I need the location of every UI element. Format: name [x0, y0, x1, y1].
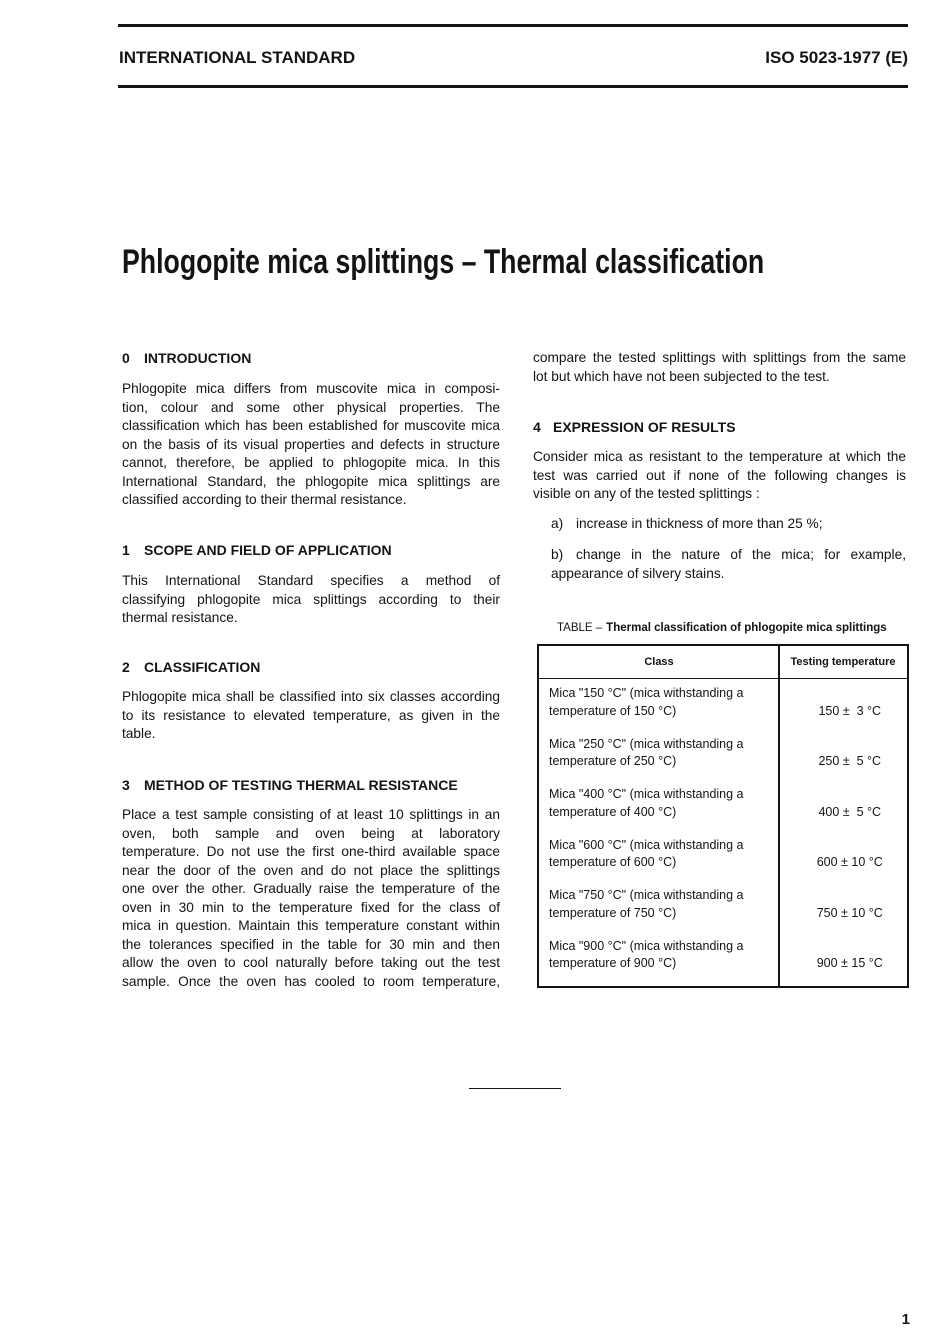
text-line: the tolerances specified in the table for 30 min and then — [122, 936, 500, 952]
text-line: test was carried out if none of the following changes is — [533, 467, 906, 483]
scope-paragraph — [122, 572, 500, 628]
temperature-value: 150 ± 3 °C — [818, 703, 882, 718]
text-line: oven, both sample and oven being at laboratory — [122, 825, 500, 841]
list-item — [551, 546, 906, 583]
class-line: temperature of 900 °C) — [549, 956, 677, 970]
class-line: Mica "900 °C" (mica withstanding a — [549, 938, 744, 953]
table-caption-title: Thermal classification of phlogopite mica splittings — [606, 622, 887, 634]
text-line: on the basis of its visual properties and defects in structure — [122, 436, 500, 452]
text-line: near the door of the oven and do not place the splittings — [122, 862, 500, 878]
class-line: Mica "400 °C" (mica withstanding a — [549, 787, 744, 801]
classification-paragraph — [122, 688, 500, 744]
table-row — [539, 831, 907, 882]
list-item — [551, 515, 906, 534]
text-line: visible on any of the tested splittings : — [533, 486, 760, 501]
text-line: sample. Once the oven has cooled to room temperature, — [122, 973, 500, 989]
text-line: appearance of silvery stains. — [551, 565, 725, 581]
text-line: cannot, therefore, be applied to phlogopite mica. In this — [122, 455, 500, 470]
footer-rule — [469, 1088, 561, 1089]
table-header-row — [539, 646, 907, 679]
text-line: International Standard, the phlogopite mica splittings are — [122, 473, 500, 489]
table-row — [539, 881, 907, 932]
temperature-cell — [779, 736, 907, 781]
text-line: Consider mica as resistant to the temperature at which the — [533, 449, 906, 464]
class-cell — [539, 837, 779, 882]
text-line: classification which has been established for muscovite mica — [122, 418, 500, 433]
section-heading-results — [533, 418, 736, 437]
temperature-value: 250 ± 5 °C — [818, 754, 882, 768]
text-line: change in the nature of the mica; for example, — [576, 547, 906, 562]
class-line: temperature of 400 °C) — [549, 804, 677, 819]
class-line: temperature of 250 °C) — [549, 754, 677, 768]
table-caption-prefix: TABLE – — [557, 622, 603, 634]
class-cell — [539, 887, 779, 932]
temperature-value: 400 ± 5 °C — [818, 804, 882, 819]
section-title: SCOPE AND FIELD OF APPLICATION — [144, 542, 392, 558]
list-item-label: b) — [551, 547, 564, 562]
text-line: mica in question. Maintain this temperature constant within — [122, 918, 500, 933]
column-header-temperature: Testing temperature — [790, 656, 896, 668]
table-row — [539, 932, 907, 983]
class-cell — [539, 685, 779, 730]
standard-number: ISO 5023-1977 (E) — [765, 48, 908, 67]
section-title: EXPRESSION OF RESULTS — [553, 419, 736, 435]
text-line: tion, colour and some other physical properties. The — [122, 399, 500, 415]
method-paragraph — [122, 806, 500, 991]
text-line: lot but which have not been subjected to the test. — [533, 368, 830, 384]
class-line: Mica "150 °C" (mica withstanding a — [549, 686, 744, 700]
left-column — [122, 0, 500, 1341]
text-line: This International Standard specifies a method of — [122, 573, 500, 588]
text-line: Phlogopite mica shall be classified into six classes according — [122, 689, 500, 704]
section-heading-method — [122, 776, 458, 795]
section-heading-classification — [122, 658, 260, 677]
method-paragraph-continued — [533, 349, 906, 386]
section-title: INTRODUCTION — [144, 350, 252, 366]
results-paragraph — [533, 448, 906, 504]
temperature-cell — [779, 685, 907, 730]
text-line: to its resistance to elevated temperature, as given in the — [122, 707, 500, 723]
class-line: temperature of 600 °C) — [549, 855, 677, 869]
table-column-divider — [778, 646, 780, 986]
class-line: Mica "600 °C" (mica withstanding a — [549, 837, 744, 852]
text-line: increase in thickness of more than 25 %; — [576, 516, 823, 531]
thermal-classification-table — [537, 644, 909, 988]
section-number: 2 — [122, 659, 130, 675]
text-line: Place a test sample consisting of at least 10 splittings in an — [122, 807, 500, 822]
section-number: 0 — [122, 350, 130, 366]
table-row — [539, 730, 907, 781]
class-cell — [539, 938, 779, 983]
class-cell — [539, 786, 779, 831]
text-line: classifying phlogopite mica splittings according to their — [122, 591, 500, 607]
section-number: 1 — [122, 542, 130, 558]
column-header-class: Class — [644, 656, 674, 668]
table-caption — [557, 621, 887, 635]
section-title: CLASSIFICATION — [144, 659, 261, 675]
section-number: 4 — [533, 419, 541, 435]
class-line: temperature of 750 °C) — [549, 905, 677, 920]
temperature-cell — [779, 786, 907, 831]
temperature-cell — [779, 887, 907, 932]
text-line: table. — [122, 726, 156, 741]
text-line: Phlogopite mica differs from muscovite mica in composi- — [122, 381, 500, 396]
temperature-cell — [779, 938, 907, 983]
text-line: classified according to their thermal resistance. — [122, 492, 407, 507]
temperature-value: 900 ± 15 °C — [816, 956, 883, 970]
section-title: METHOD OF TESTING THERMAL RESISTANCE — [144, 777, 458, 793]
introduction-paragraph — [122, 380, 500, 510]
text-line: oven in 30 min to the temperature fixed for the class of — [122, 899, 500, 915]
text-line: allow the oven to cool naturally before taking out the test — [122, 955, 500, 970]
temperature-value: 750 ± 10 °C — [816, 905, 883, 920]
text-line: temperature. Do not use the first one-third available space — [122, 844, 500, 859]
text-line: thermal resistance. — [122, 610, 238, 625]
text-line: one over the other. Gradually raise the temperature of the — [122, 881, 500, 896]
temperature-value: 600 ± 10 °C — [816, 855, 883, 869]
table-row — [539, 780, 907, 831]
class-line: temperature of 150 °C) — [549, 703, 677, 718]
text-line: compare the tested splittings with splittings from the same — [533, 350, 906, 365]
table-row — [539, 679, 907, 730]
list-item-label: a) — [551, 516, 564, 531]
class-line: Mica "750 °C" (mica withstanding a — [549, 888, 744, 902]
page-number: 1 — [901, 1311, 910, 1328]
section-number: 3 — [122, 777, 130, 793]
section-heading-introduction — [122, 349, 251, 368]
temperature-cell — [779, 837, 907, 882]
document-title: Phlogopite mica splittings – Thermal classification — [122, 243, 765, 281]
section-heading-scope — [122, 541, 392, 560]
class-line: Mica "250 °C" (mica withstanding a — [549, 736, 744, 751]
standard-type-label: INTERNATIONAL STANDARD — [119, 48, 356, 67]
class-cell — [539, 736, 779, 781]
